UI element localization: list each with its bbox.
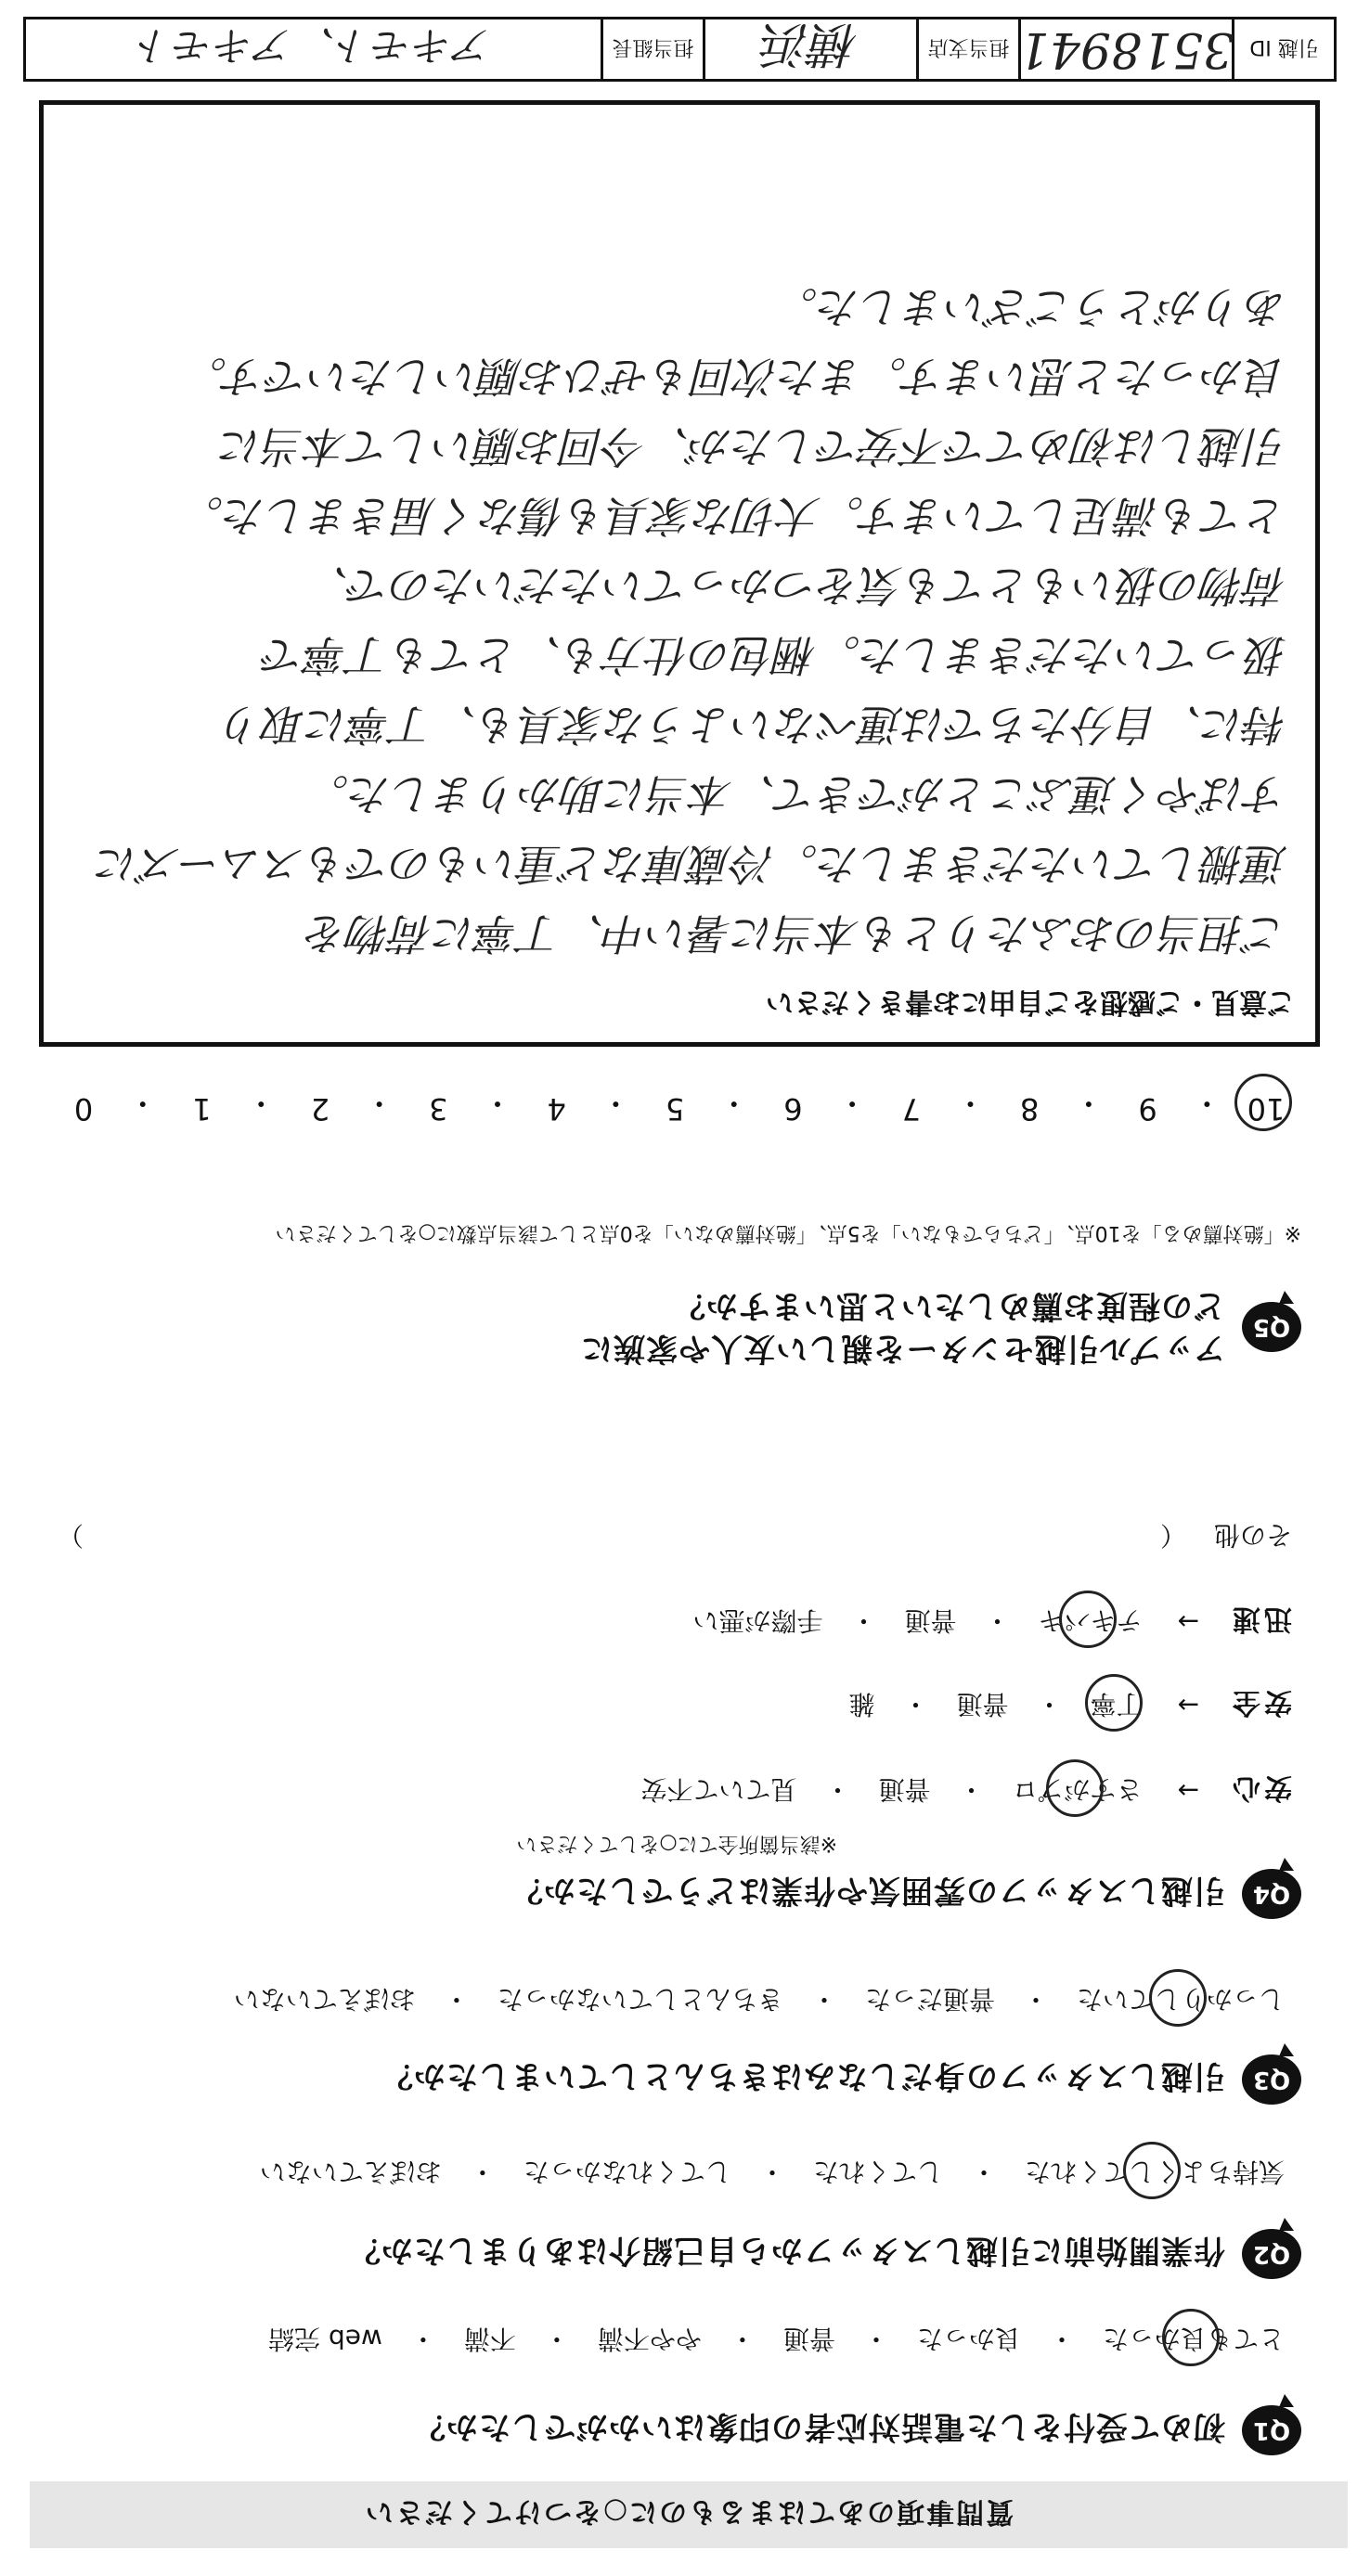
q5-score[interactable]: 8 [1020, 1091, 1040, 1127]
q1-question [413, 2405, 1301, 2455]
q5-score[interactable]: 5 [665, 1091, 685, 1127]
q4-option[interactable]: 丁寧 [1083, 1687, 1150, 1724]
q4-row-anshin: 安心 → さすがプロ ・ 普通 ・ 見ていて不安 [633, 1771, 1292, 1811]
q2-option[interactable]: おぼえていない [259, 2157, 442, 2187]
q4-text: 引越しスタッフの雰囲気や作業はどうでしたか？ [510, 1872, 1225, 1910]
q4-note: ※該当箇所全てに○をしてください [516, 1832, 837, 1855]
q5-score[interactable]: 9 [1138, 1091, 1157, 1127]
q2-option[interactable]: してくれた [812, 2157, 943, 2187]
comment-line: 荷物の扱いもとても気をつかっていただいたので、 [305, 560, 1287, 611]
q4-row-label: 安全 [1229, 1686, 1292, 1719]
footer-table [23, 17, 1337, 82]
arrow-right-icon: → [1177, 1606, 1199, 1638]
q5-score[interactable]: 0 [73, 1091, 94, 1127]
q1-option[interactable]: とても良かった [1095, 2322, 1292, 2359]
q3-option[interactable]: 普通だった [864, 1984, 995, 2015]
q4-other-label: その他 [1213, 1520, 1292, 1551]
q1-option[interactable]: 普通 [782, 2324, 835, 2354]
q4-option[interactable]: テキパキ [1031, 1604, 1150, 1641]
q4-row-jinsoku: 迅速 → テキパキ ・ 普通 ・ 手際が悪い [685, 1602, 1292, 1642]
q4-option[interactable]: さすがプロ [1005, 1772, 1150, 1810]
comment-line: 引越しは初めてで不安でしたが、今回お願いして本当に [220, 421, 1287, 471]
q3-option[interactable]: おぼえていない [233, 1984, 416, 2015]
q4-badge: Q4 [1242, 1869, 1301, 1919]
q1-text: 初めて受付をした電話対応者の印象はいかがでしたか？ [413, 2408, 1225, 2446]
comment-box[interactable] [39, 100, 1320, 1047]
q3-question [381, 2054, 1301, 2105]
comment-body [62, 272, 1287, 968]
q4-option[interactable]: 普通 [904, 1605, 957, 1636]
comment-line: 運搬していただきました。冷蔵庫など重いものでもスムーズに [96, 839, 1287, 889]
q2-text: 作業開始前に引越しスタッフから自己紹介はありましたか？ [348, 2232, 1225, 2270]
q1-option[interactable]: web 完結 [268, 2324, 382, 2354]
footer-branch-value[interactable]: 横浜 [703, 19, 916, 79]
q1-badge: Q1 [1242, 2405, 1301, 2455]
comment-line: 扱っていただきました。梱包の仕方も、とても丁寧で [263, 630, 1287, 680]
q5-score[interactable]: 2 [310, 1091, 330, 1127]
q5-note: ※「絶対薦める」を10点、「どちらでもない」を5点、「絶対薦めない」を0点として該当点数に○をしてください [275, 1221, 1301, 1244]
instruction-text: 質問事項のあてはまるものに○をつけてください [363, 2495, 1015, 2528]
q4-option[interactable]: 普通 [878, 1774, 931, 1805]
q1-option[interactable]: 不満 [463, 2324, 516, 2354]
q3-options: しっかりしていた ・ 普通だった ・ きちんとしていなかった ・ おぼえていない [226, 1982, 1292, 2019]
q5-text-line1: アップル引越センターを親しい友人や家族に [580, 1330, 1225, 1367]
q2-option[interactable]: 気持ちよくしてくれた [1017, 2155, 1292, 2192]
q4-row-label: 安心 [1229, 1771, 1292, 1804]
q4-other-open: （ [1159, 1520, 1186, 1551]
q3-option[interactable]: しっかりしていた [1069, 1982, 1292, 2019]
q5-scale: 10 ・ 9 ・ 8 ・ 7 ・ 6 ・ 5 ・ 4 ・ 3 ・ 2 ・ 1 ・ 0 [58, 1084, 1292, 1127]
comment-line: 良かったと思います。また次回もぜひお願いしたいです。 [184, 352, 1287, 402]
q5-score[interactable]: 6 [783, 1091, 803, 1127]
footer-team-label: 担当組長 [601, 19, 703, 79]
q5-score[interactable]: 7 [901, 1091, 922, 1127]
footer-branch-label: 担当支店 [916, 19, 1018, 79]
q3-option[interactable]: きちんとしていなかった [497, 1984, 783, 2015]
q4-option[interactable]: 普通 [956, 1689, 1009, 1719]
q5-score[interactable]: 1 [192, 1091, 212, 1127]
comment-line: 特に、自分たちでは運べないような家具も、丁寧に取り [220, 700, 1287, 750]
q4-other [58, 1518, 1292, 1555]
footer-team-value[interactable]: アキモト、アキモト [133, 21, 494, 69]
q4-question [510, 1869, 1301, 1919]
footer-id-value[interactable]: 3518941 [1018, 21, 1234, 77]
comment-title: ご意見・ご感想をご自由にお書きください [766, 985, 1295, 1018]
q5-badge: Q5 [1242, 1302, 1301, 1352]
q2-option[interactable]: してくれなかった [523, 2157, 731, 2187]
q3-badge: Q3 [1242, 2054, 1301, 2105]
q1-option[interactable]: やや不満 [597, 2324, 702, 2354]
comment-line: ご担当のおふたりとも本当に暑い中、丁寧に荷物を [305, 908, 1287, 959]
arrow-right-icon: → [1177, 1690, 1199, 1721]
q2-options: 気持ちよくしてくれた ・ してくれた ・ してくれなかった ・ おぼえていない [252, 2155, 1292, 2192]
q4-row-anzen: 安全 → 丁寧 ・ 普通 ・ 雑 [841, 1685, 1292, 1726]
footer-id-label: 引越 ID [1232, 19, 1334, 79]
comment-line: とても満足しています。大切な家具も傷なく届きました。 [180, 491, 1287, 541]
q5-question [580, 1284, 1301, 1370]
q5-text-line2: どの程度お薦めしたいと思いますか？ [673, 1287, 1225, 1324]
comment-line: すばやく運ぶことができて、本当に助かりました。 [305, 769, 1287, 819]
comment-line: ありがとうございました。 [775, 282, 1287, 332]
q5-score[interactable]: 3 [429, 1091, 448, 1127]
q2-badge: Q2 [1242, 2229, 1301, 2279]
q4-other-close: ） [58, 1520, 84, 1551]
q3-text: 引越しスタッフの身だしなみはきちんとしていましたか？ [381, 2057, 1225, 2095]
q4-option[interactable]: 手際が悪い [692, 1605, 823, 1636]
q1-options: とても良かった ・ 良かった ・ 普通 ・ やや不満 ・ 不満 ・ web 完結 [261, 2322, 1292, 2359]
arrow-right-icon: → [1177, 1775, 1199, 1807]
q1-option[interactable]: 良かった [916, 2324, 1021, 2354]
instruction-bar [30, 2481, 1348, 2548]
q4-option[interactable]: 雑 [848, 1689, 875, 1719]
q5-score[interactable]: 4 [547, 1091, 566, 1127]
q4-option[interactable]: 見ていて不安 [640, 1774, 797, 1805]
q4-row-label: 迅速 [1229, 1603, 1292, 1635]
q5-score[interactable]: 10 [1240, 1084, 1292, 1127]
q2-question [348, 2229, 1301, 2279]
